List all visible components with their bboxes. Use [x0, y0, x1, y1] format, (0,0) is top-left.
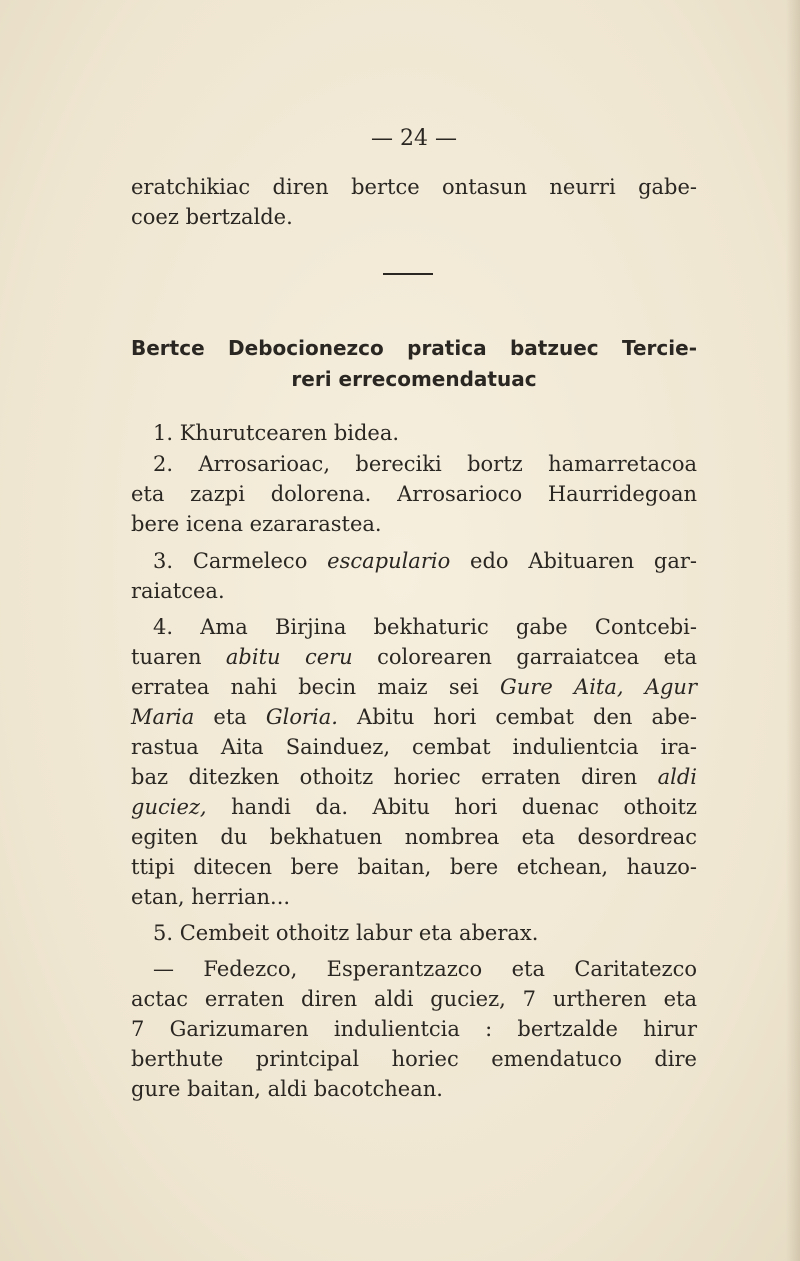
list-item-4-line-9: ttipi ditecen bere baitan, bere etchean, hauzo-: [131, 855, 697, 879]
list-item-4-line-2: tuaren abitu ceru colorearen garraiatcea eta: [131, 645, 697, 669]
italic-term: Gloria.: [265, 705, 338, 729]
list-item-4-line-8: egiten du bekhatuen nombrea eta desordreac: [131, 825, 697, 849]
list-item-2-line-2: eta zazpi dolorena. Arrosarioco Haurridegoan: [131, 482, 697, 506]
italic-term: guciez,: [131, 795, 207, 819]
final-paragraph-line-3: 7 Garizumaren indulientcia : bertzalde hirur: [131, 1017, 697, 1041]
list-item-3-line-1: 3. Carmeleco escapulario edo Abituaren gar-: [153, 549, 698, 573]
list-item-5: 5. Cembeit othoitz labur eta aberax.: [153, 921, 539, 945]
list-item-4-line-1: 4. Ama Birjina bekhaturic gabe Contcebi-: [153, 615, 697, 639]
list-item-4-line-7: guciez, handi da. Abitu hori duenac othoitz: [131, 795, 697, 819]
italic-term: Maria: [131, 705, 195, 729]
italic-term: aldi: [657, 765, 697, 789]
final-paragraph-line-4: berthute printcipal horiec emendatuco dire: [131, 1047, 697, 1071]
list-item-2-line-3: bere icena ezararastea.: [131, 512, 382, 536]
italic-term: Gure Aita, Agur: [500, 675, 697, 699]
list-item-4-line-5: rastua Aita Sainduez, cembat indulientcia ira-: [131, 735, 697, 759]
list-item-2-line-1: 2. Arrosarioac, bereciki bortz hamarretacoa: [153, 452, 697, 476]
list-item-1: 1. Khurutcearen bidea.: [153, 421, 400, 445]
list-item-4-line-6: baz ditezken othoitz horiec erraten diren aldi: [131, 765, 697, 789]
page-edge-shadow: [786, 0, 800, 1261]
section-heading-line-2: reri errecomendatuac: [291, 367, 537, 391]
page-number: — 24 —: [371, 126, 457, 151]
italic-term: abitu ceru: [225, 645, 353, 669]
section-heading-line-1: Bertce Debocionezco pratica batzuec Tercie-: [131, 336, 697, 360]
italic-term: escapulario: [327, 549, 451, 573]
final-paragraph-line-1: — Fedezco, Esperantzazco eta Caritatezco: [153, 957, 697, 981]
intro-line-1: eratchikiac diren bertce ontasun neurri gabe-: [131, 175, 697, 199]
list-item-4-line-10: etan, herrian...: [131, 885, 291, 909]
list-item-3-line-2: raiatcea.: [131, 579, 225, 603]
list-item-4-line-4: Maria eta Gloria. Abitu hori cembat den abe-: [131, 705, 697, 729]
final-paragraph-line-5: gure baitan, aldi bacotchean.: [131, 1077, 443, 1101]
section-divider: [383, 273, 433, 275]
intro-line-2: coez bertzalde.: [131, 205, 293, 229]
list-item-4-line-3: erratea nahi becin maiz sei Gure Aita, Agur: [131, 675, 697, 699]
final-paragraph-line-2: actac erraten diren aldi guciez, 7 urtheren eta: [131, 987, 697, 1011]
